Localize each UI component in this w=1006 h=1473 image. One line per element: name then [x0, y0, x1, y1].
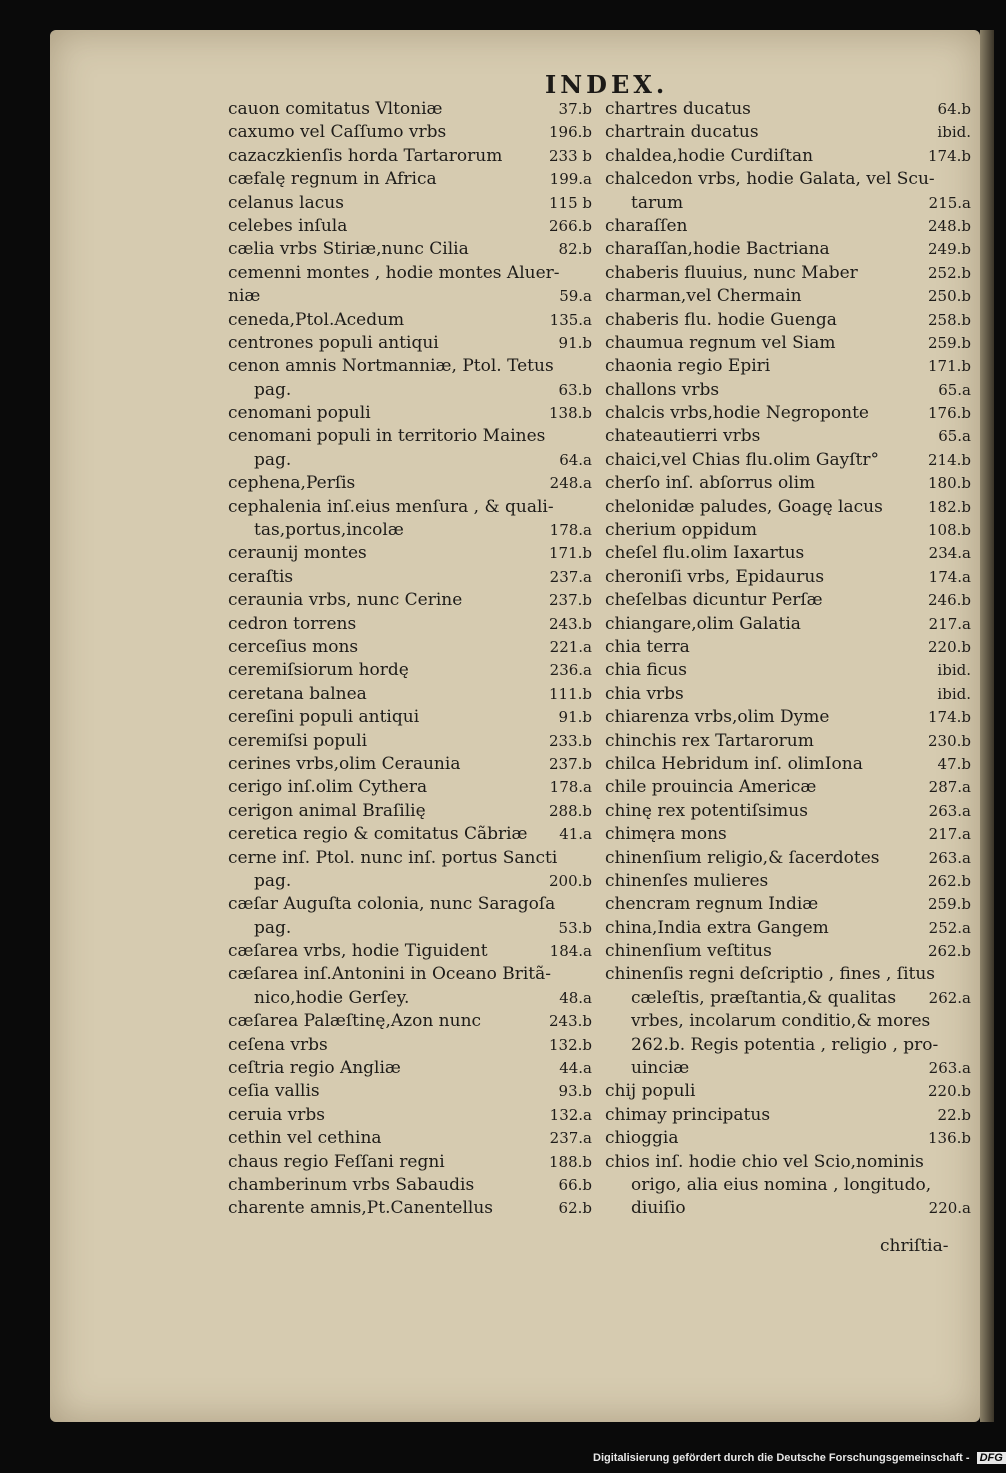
- entry-text: cerigo inſ.olim Cythera: [228, 777, 428, 798]
- index-entry: [228, 98, 592, 121]
- entry-text: celanus lacus: [228, 192, 344, 213]
- entry-text: chateautierri vrbs: [605, 426, 761, 447]
- entry-text: cheſelbas dicuntur Perſæ: [605, 590, 823, 611]
- entry-text: cherium oppidum: [605, 520, 757, 541]
- index-entry: [605, 1104, 971, 1127]
- entry-page-ref: 248.b: [927, 216, 971, 235]
- entry-page-ref: 174.b: [927, 708, 971, 727]
- entry-page-ref: 37.b: [558, 100, 592, 118]
- entry-text: cæfalę regnum in Africa: [228, 169, 437, 190]
- entry-page-ref: 248.a: [549, 474, 592, 493]
- entry-page-ref: 115 b: [548, 193, 592, 212]
- entry-page-ref: 174.b: [927, 146, 971, 165]
- index-entry: [605, 800, 971, 823]
- entry-text: chios inſ. hodie chio vel Scio,nominis: [605, 1151, 924, 1172]
- entry-text: cauon comitatus Vltoniæ: [228, 99, 443, 119]
- entry-page-ref: 221.a: [549, 637, 592, 656]
- entry-page-ref: 220.a: [928, 1199, 971, 1218]
- entry-text: cheſel flu.olim Iaxartus: [605, 543, 805, 564]
- entry-text: ceraunij montes: [228, 543, 367, 564]
- entry-text: ceſia vallis: [228, 1081, 320, 1102]
- entry-page-ref: 217.a: [928, 825, 971, 844]
- dfg-logo: DFG: [977, 1452, 1006, 1464]
- entry-text: chinenſium religio,& ſacerdotes: [605, 847, 880, 868]
- entry-text: chimęra mons: [605, 824, 727, 845]
- entry-page-ref: 236.a: [549, 661, 592, 680]
- entry-page-ref: 249.b: [927, 240, 971, 259]
- entry-page-ref: 132.a: [549, 1105, 592, 1124]
- entry-page-ref: 243.b: [548, 1012, 592, 1031]
- entry-page-ref: 59.a: [559, 287, 592, 306]
- index-entry: [605, 963, 971, 986]
- index-entry: [228, 800, 592, 823]
- entry-page-ref: 44.a: [559, 1059, 592, 1078]
- index-entry: [605, 519, 971, 542]
- index-entry: [228, 917, 592, 940]
- entry-text: nico,hodie Gerſey.: [254, 987, 410, 1008]
- entry-text: niæ: [228, 286, 261, 307]
- entry-page-ref: 263.a: [928, 1059, 971, 1078]
- entry-text: chaus regio Feſſani regni: [228, 1151, 445, 1172]
- index-entry: [228, 706, 592, 729]
- index-entry: [228, 215, 592, 238]
- index-entry: [605, 987, 971, 1010]
- index-entry: [605, 683, 971, 706]
- entry-text: diuiſio: [631, 1198, 686, 1219]
- entry-text: ceretica regio & comitatus Cãbriæ: [228, 824, 528, 845]
- index-entry: [228, 847, 592, 870]
- entry-page-ref: 220.b: [927, 637, 971, 656]
- entry-text: chimay principatus: [605, 1104, 771, 1125]
- entry-page-ref: 65.a: [938, 427, 971, 446]
- entry-page-ref: 263.a: [928, 848, 971, 867]
- entry-page-ref: 91.b: [558, 708, 592, 727]
- entry-text: cemenni montes , hodie montes Aluer-: [228, 262, 560, 283]
- entry-page-ref: 250.b: [927, 287, 971, 306]
- index-entry: [605, 589, 971, 612]
- index-column-left: [228, 98, 592, 1221]
- digitization-credit: [593, 1452, 1003, 1464]
- entry-text: chalcedon vrbs, hodie Galata, vel Scu-: [605, 169, 935, 190]
- entry-text: chartrain ducatus: [605, 122, 759, 143]
- entry-text: chia terra: [605, 636, 690, 657]
- entry-text: challons vrbs: [605, 379, 720, 400]
- entry-text: ceremiſsiorum hordę: [228, 660, 409, 681]
- credit-text: Digitalisierung gefördert durch die Deutsche Forschungsgemeinschaft -: [593, 1452, 970, 1464]
- index-entry: [228, 730, 592, 753]
- entry-text: pag.: [254, 870, 292, 891]
- index-entry: [605, 847, 971, 870]
- index-entry: [605, 659, 971, 682]
- index-entry: [605, 402, 971, 425]
- entry-page-ref: 182.b: [927, 497, 971, 516]
- entry-page-ref: 64.b: [937, 100, 971, 118]
- entry-text: charman,vel Chermain: [605, 286, 802, 307]
- entry-text: ceraſtis: [228, 566, 294, 587]
- entry-text: cæſarea Palæſtinę,Azon nunc: [228, 1011, 482, 1032]
- entry-page-ref: 199.a: [549, 170, 592, 189]
- entry-text: pag.: [254, 379, 292, 400]
- index-entry: [228, 893, 592, 916]
- index-entry: [605, 613, 971, 636]
- entry-page-ref: 93.b: [558, 1082, 592, 1101]
- index-entry: [605, 121, 971, 144]
- index-entry: [228, 355, 592, 378]
- index-entry: [228, 1197, 592, 1220]
- entry-text: cephalenia inſ.eius menſura , & quali-: [228, 496, 554, 517]
- entry-page-ref: ibid.: [937, 661, 971, 680]
- index-entry: [228, 776, 592, 799]
- index-entry: [228, 1080, 592, 1103]
- index-entry: [228, 1034, 592, 1057]
- index-entry: [605, 1127, 971, 1150]
- entry-text: chencram regnum Indiæ: [605, 894, 819, 915]
- index-entry: [228, 963, 592, 986]
- entry-page-ref: 215.a: [928, 193, 971, 212]
- entry-page-ref: ibid.: [937, 684, 971, 703]
- entry-text: cerne inſ. Ptol. nunc inſ. portus Sancti: [228, 847, 558, 868]
- entry-text: ceruia vrbs: [228, 1104, 325, 1125]
- index-entry: [605, 776, 971, 799]
- entry-page-ref: 214.b: [927, 450, 971, 469]
- entry-text: chinenſis regni deſcriptio , fines , ſitus: [605, 964, 936, 985]
- entry-page-ref: 63.b: [558, 380, 592, 399]
- index-entry: [228, 309, 592, 332]
- entry-page-ref: 200.b: [548, 871, 592, 890]
- index-entry: [228, 987, 592, 1010]
- entry-page-ref: 259.b: [927, 333, 971, 352]
- entry-text: chia vrbs: [605, 683, 684, 704]
- entry-page-ref: 243.b: [548, 614, 592, 633]
- entry-text: tas,portus,incolæ: [254, 520, 404, 541]
- entry-text: chartres ducatus: [605, 99, 751, 119]
- entry-text: cephena,Perſis: [228, 473, 356, 494]
- entry-text: cenomani populi in territorio Maines: [228, 426, 546, 447]
- entry-page-ref: 136.b: [927, 1129, 971, 1148]
- index-entry: [605, 542, 971, 565]
- entry-text: tarum: [631, 192, 684, 213]
- entry-text: cenon amnis Nortmanniæ, Ptol. Tetus: [228, 356, 554, 377]
- index-entry: [605, 1151, 971, 1174]
- entry-text: cedron torrens: [228, 613, 357, 634]
- entry-page-ref: 171.b: [548, 544, 592, 563]
- index-entry: [605, 1080, 971, 1103]
- index-entry: [228, 1104, 592, 1127]
- entry-page-ref: 111.b: [548, 684, 592, 703]
- index-entry: [605, 472, 971, 495]
- entry-page-ref: 132.b: [548, 1035, 592, 1054]
- index-entry: [228, 425, 592, 448]
- index-entry: [605, 332, 971, 355]
- entry-page-ref: 41.a: [559, 825, 592, 844]
- entry-text: chaberis flu. hodie Guenga: [605, 309, 837, 330]
- entry-text: chioggia: [605, 1128, 679, 1149]
- entry-page-ref: ibid.: [937, 123, 971, 142]
- entry-text: cerines vrbs,olim Ceraunia: [228, 753, 461, 774]
- entry-text: cazaczkienſis horda Tartarorum: [228, 145, 503, 166]
- entry-page-ref: 176.b: [927, 404, 971, 423]
- entry-text: cerigon animal Braſilię: [228, 800, 426, 821]
- entry-page-ref: 178.a: [549, 521, 592, 540]
- entry-page-ref: 233.b: [548, 731, 592, 750]
- entry-text: centrones populi antiqui: [228, 332, 439, 353]
- entry-text: chia ficus: [605, 660, 687, 681]
- entry-page-ref: 258.b: [927, 310, 971, 329]
- index-entry: [228, 542, 592, 565]
- entry-text: pag.: [254, 917, 292, 938]
- index-entry: [228, 1057, 592, 1080]
- index-entry: [228, 589, 592, 612]
- page-edge: [980, 30, 994, 1422]
- entry-text: uinciæ: [631, 1058, 690, 1079]
- entry-text: cethin vel cethina: [228, 1128, 382, 1149]
- entry-page-ref: 252.a: [928, 918, 971, 937]
- index-entry: [605, 940, 971, 963]
- entry-text: charente amnis,Pt.Canentellus: [228, 1198, 494, 1219]
- entry-text: chinenſium veſtitus: [605, 941, 772, 962]
- index-entry: [228, 1010, 592, 1033]
- entry-text: chile prouincia Americæ: [605, 777, 817, 798]
- index-entry: [605, 823, 971, 846]
- index-entry: [605, 1034, 971, 1057]
- index-entry: [228, 613, 592, 636]
- index-entry: [605, 355, 971, 378]
- entry-page-ref: 180.b: [927, 474, 971, 493]
- index-entry: [228, 121, 592, 144]
- entry-page-ref: 237.b: [548, 754, 592, 773]
- entry-text: ceſtria regio Angliæ: [228, 1058, 401, 1079]
- entry-page-ref: 237.a: [549, 567, 592, 586]
- index-entry: [605, 98, 971, 121]
- entry-text: ceretana balnea: [228, 683, 367, 704]
- entry-text: chiarenza vrbs,olim Dyme: [605, 707, 830, 728]
- entry-text: chiangare,olim Galatia: [605, 613, 801, 634]
- entry-text: cæleſtis, præſtantia,& qualitas: [631, 987, 897, 1008]
- entry-page-ref: 237.b: [548, 591, 592, 610]
- index-entry: [605, 425, 971, 448]
- entry-page-ref: 47.b: [937, 754, 971, 773]
- entry-page-ref: 234.a: [928, 544, 971, 563]
- entry-page-ref: 138.b: [548, 404, 592, 423]
- index-entry: [228, 402, 592, 425]
- index-entry: [605, 1174, 971, 1197]
- entry-page-ref: 22.b: [937, 1105, 971, 1124]
- index-entry: [605, 706, 971, 729]
- index-entry: [605, 262, 971, 285]
- entry-page-ref: 233 b: [548, 146, 592, 165]
- index-entry: [605, 496, 971, 519]
- index-entry: [228, 1127, 592, 1150]
- entry-text: cenomani populi: [228, 403, 371, 424]
- entry-page-ref: 266.b: [548, 216, 592, 235]
- index-entry: [605, 870, 971, 893]
- index-entry: [228, 449, 592, 472]
- entry-text: cæſarea inſ.Antonini in Oceano Britã-: [228, 964, 551, 985]
- index-entry: [228, 566, 592, 589]
- index-entry: [228, 262, 592, 285]
- index-entry: [228, 823, 592, 846]
- entry-text: ceremiſsi populi: [228, 730, 368, 751]
- entry-page-ref: 230.b: [927, 731, 971, 750]
- entry-page-ref: 65.a: [938, 380, 971, 399]
- entry-page-ref: 259.b: [927, 895, 971, 914]
- index-entry: [228, 1151, 592, 1174]
- entry-page-ref: 252.b: [927, 263, 971, 282]
- index-entry: [605, 753, 971, 776]
- entry-page-ref: 237.a: [549, 1129, 592, 1148]
- index-entry: [605, 917, 971, 940]
- entry-text: ceraunia vrbs, nunc Cerine: [228, 590, 463, 611]
- entry-page-ref: 287.a: [928, 778, 971, 797]
- entry-text: chaberis fluuius, nunc Maber: [605, 262, 858, 283]
- index-entry: [228, 285, 592, 308]
- entry-page-ref: 171.b: [927, 357, 971, 376]
- entry-text: chinenſes mulieres: [605, 870, 769, 891]
- index-entry: [605, 215, 971, 238]
- entry-page-ref: 262.b: [927, 871, 971, 890]
- index-entry: [605, 1197, 971, 1220]
- entry-text: chaldea,hodie Curdiſtan: [605, 145, 814, 166]
- entry-text: origo, alia eius nomina , longitudo,: [631, 1174, 932, 1195]
- index-entry: [605, 1010, 971, 1033]
- entry-text: chij populi: [605, 1081, 696, 1102]
- entry-text: ceneda,Ptol.Acedum: [228, 309, 405, 330]
- entry-text: cereſini populi antiqui: [228, 707, 420, 728]
- index-entry: [605, 893, 971, 916]
- entry-text: cerceſius mons: [228, 636, 359, 657]
- index-entry: [228, 472, 592, 495]
- entry-text: pag.: [254, 449, 292, 470]
- entry-text: caxumo vel Caſſumo vrbs: [228, 122, 447, 143]
- index-entry: [228, 870, 592, 893]
- entry-text: celebes inſula: [228, 215, 348, 236]
- entry-text: chinchis rex Tartarorum: [605, 730, 814, 751]
- entry-text: charaſſan,hodie Bactriana: [605, 239, 830, 260]
- entry-page-ref: 288.b: [548, 801, 592, 820]
- index-entry: [605, 449, 971, 472]
- entry-text: chelonidæ paludes, Goagę lacus: [605, 496, 883, 517]
- index-entry: [228, 659, 592, 682]
- index-entry: [228, 753, 592, 776]
- entry-page-ref: 196.b: [548, 123, 592, 142]
- entry-text: cæſar Auguſta colonia, nunc Saragoſa: [228, 894, 556, 915]
- entry-page-ref: 48.a: [559, 988, 592, 1007]
- entry-text: chalcis vrbs,hodie Negroponte: [605, 403, 869, 424]
- index-entry: [605, 1057, 971, 1080]
- index-entry: [228, 192, 592, 215]
- entry-page-ref: 174.a: [928, 567, 971, 586]
- entry-page-ref: 220.b: [927, 1082, 971, 1101]
- entry-page-ref: 53.b: [558, 918, 592, 937]
- entry-text: chaumua regnum vel Siam: [605, 332, 836, 353]
- page-heading: INDEX.: [545, 70, 669, 99]
- entry-text: vrbes, incolarum conditio,& mores: [631, 1011, 931, 1032]
- index-entry: [605, 285, 971, 308]
- entry-text: chaici,vel Chias flu.olim Gayſtr°: [605, 449, 879, 470]
- entry-page-ref: 108.b: [927, 521, 971, 540]
- entry-text: china,India extra Gangem: [605, 917, 829, 938]
- index-entry: [605, 168, 971, 191]
- index-entry: [228, 496, 592, 519]
- entry-text: charaſſen: [605, 215, 688, 236]
- entry-text: 262.b. Regis potentia , religio , pro-: [631, 1034, 939, 1055]
- entry-text: cæſarea vrbs, hodie Tiguident: [228, 941, 488, 962]
- index-entry: [228, 168, 592, 191]
- entry-text: chinę rex potentiſsimus: [605, 800, 808, 821]
- entry-page-ref: 62.b: [558, 1199, 592, 1218]
- index-entry: [605, 379, 971, 402]
- entry-page-ref: 262.a: [928, 988, 971, 1007]
- entry-text: cherſo inſ. abſorrus olim: [605, 473, 816, 494]
- index-entry: [605, 192, 971, 215]
- index-column-right: [605, 98, 971, 1221]
- index-entry: [228, 238, 592, 261]
- index-entry: [605, 730, 971, 753]
- entry-page-ref: 184.a: [549, 942, 592, 961]
- index-entry: [228, 683, 592, 706]
- entry-page-ref: 135.a: [549, 310, 592, 329]
- entry-page-ref: 263.a: [928, 801, 971, 820]
- index-entry: [228, 332, 592, 355]
- index-entry: [228, 145, 592, 168]
- entry-page-ref: 66.b: [558, 1175, 592, 1194]
- entry-page-ref: 82.b: [558, 240, 592, 259]
- entry-text: ceſena vrbs: [228, 1034, 328, 1055]
- index-entry: [228, 636, 592, 659]
- entry-page-ref: 217.a: [928, 614, 971, 633]
- entry-text: cælia vrbs Stiriæ,nunc Cilia: [228, 239, 469, 260]
- entry-page-ref: 178.a: [549, 778, 592, 797]
- index-entry: [605, 238, 971, 261]
- entry-page-ref: 246.b: [927, 591, 971, 610]
- entry-page-ref: 262.b: [927, 942, 971, 961]
- index-entry: [605, 145, 971, 168]
- index-entry: [228, 940, 592, 963]
- entry-text: chamberinum vrbs Sabaudis: [228, 1174, 475, 1195]
- index-entry: [228, 1174, 592, 1197]
- index-entry: [228, 519, 592, 542]
- index-entry: [228, 379, 592, 402]
- entry-page-ref: 64.a: [559, 450, 592, 469]
- entry-text: cheroniſi vrbs, Epidaurus: [605, 566, 825, 587]
- entry-text: chaonia regio Epiri: [605, 356, 771, 377]
- entry-page-ref: 188.b: [548, 1152, 592, 1171]
- index-entry: [605, 636, 971, 659]
- catchword: chriſtia-: [880, 1236, 949, 1256]
- entry-text: chilca Hebridum inſ. olimIona: [605, 753, 863, 774]
- index-entry: [605, 566, 971, 589]
- index-entry: [605, 309, 971, 332]
- entry-page-ref: 91.b: [558, 333, 592, 352]
